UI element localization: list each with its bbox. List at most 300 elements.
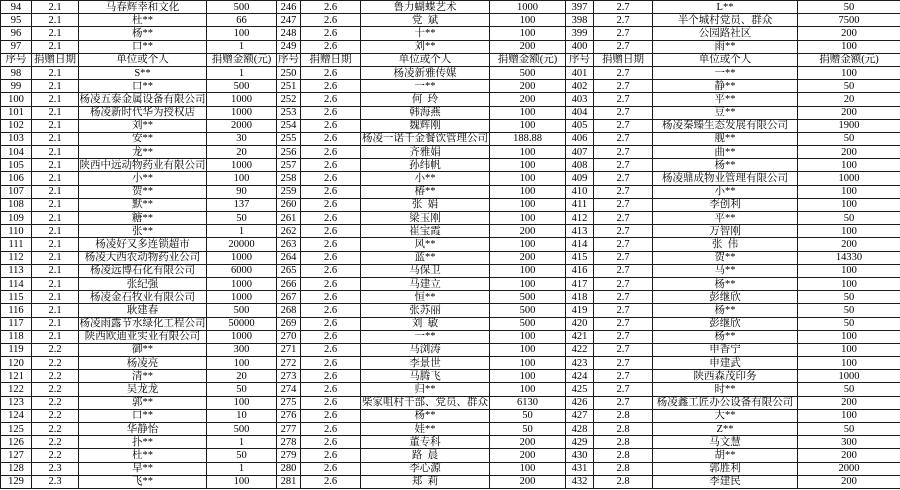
donation-date: 2.6 xyxy=(301,423,361,436)
record-number: 432 xyxy=(566,475,594,488)
donation-date: 2.1 xyxy=(32,146,79,159)
donation-amount: 50 xyxy=(798,212,900,225)
donation-amount: 500 xyxy=(207,423,277,436)
donation-amount: 1000 xyxy=(207,106,277,119)
donor-name: 李建民 xyxy=(653,475,798,488)
donation-amount: 50 xyxy=(798,383,900,396)
donor-name: 孙纬帆 xyxy=(361,159,490,172)
donation-amount: 500 xyxy=(207,80,277,93)
table-row xyxy=(1,132,900,145)
donation-date: 2.1 xyxy=(32,251,79,264)
donation-date: 2.7 xyxy=(594,251,653,264)
table-row xyxy=(1,251,900,264)
donation-date: 2.6 xyxy=(301,225,361,238)
record-number: 105 xyxy=(1,159,32,172)
donor-name: 小** xyxy=(79,172,207,185)
donation-amount: 500 xyxy=(207,1,277,14)
donation-amount: 100 xyxy=(798,159,900,172)
donation-amount: 10 xyxy=(207,409,277,422)
donation-date: 2.6 xyxy=(301,317,361,330)
donor-name: 陕西欧迪亚实业有限公司 xyxy=(79,330,207,343)
donation-date: 2.1 xyxy=(32,172,79,185)
donation-date: 2.1 xyxy=(32,304,79,317)
record-number: 264 xyxy=(277,251,301,264)
donor-name: 齐雅娟 xyxy=(361,146,490,159)
record-number: 407 xyxy=(566,146,594,159)
donor-name: 杨** xyxy=(361,409,490,422)
donation-date: 2.1 xyxy=(32,119,79,132)
table-row xyxy=(1,80,900,93)
donation-date: 2.7 xyxy=(594,93,653,106)
donation-amount: 100 xyxy=(490,238,566,251)
donor-name: 口** xyxy=(79,80,207,93)
record-number: 124 xyxy=(1,409,32,422)
donor-name: L** xyxy=(653,1,798,14)
table-row xyxy=(1,343,900,356)
donation-date: 2.6 xyxy=(301,40,361,53)
donor-name: 耿建春 xyxy=(79,304,207,317)
donor-name: 陕西中远动物药业有限公司 xyxy=(79,159,206,171)
record-number: 281 xyxy=(277,475,301,488)
record-number: 275 xyxy=(277,396,301,409)
donation-amount: 90 xyxy=(207,185,277,198)
donation-amount: 14330 xyxy=(798,251,900,264)
record-number: 427 xyxy=(566,409,594,422)
donor-name: 平** xyxy=(653,93,798,106)
header-record-number: 序号 xyxy=(566,53,594,66)
donation-date: 2.7 xyxy=(594,343,653,356)
donation-amount: 100 xyxy=(490,106,566,119)
donation-amount: 6000 xyxy=(207,264,277,277)
table-row xyxy=(1,185,900,198)
donation-amount: 1 xyxy=(207,66,277,79)
record-number: 112 xyxy=(1,251,32,264)
donation-amount: 20 xyxy=(207,370,277,383)
donor-name: 陕西森茂印务 xyxy=(653,370,798,383)
donor-name: 崔宝霞 xyxy=(361,225,490,238)
donation-date: 2.1 xyxy=(32,238,79,251)
header-donation-date: 捐赠日期 xyxy=(32,53,79,66)
record-number: 248 xyxy=(277,27,301,40)
table-row xyxy=(1,119,900,132)
table-row xyxy=(1,172,900,185)
donation-amount: 50000 xyxy=(207,317,277,330)
donor-name: 彭继欣 xyxy=(653,317,798,330)
donor-name: 杨凌亮 xyxy=(79,357,207,370)
record-number: 430 xyxy=(566,449,594,462)
record-number: 425 xyxy=(566,383,594,396)
table-row xyxy=(1,14,900,27)
donation-date: 2.8 xyxy=(594,423,653,436)
donor-name: 糖** xyxy=(79,212,207,225)
donation-date: 2.6 xyxy=(301,146,361,159)
donation-date: 2.2 xyxy=(32,436,79,449)
record-number: 116 xyxy=(1,304,32,317)
donation-amount: 100 xyxy=(490,462,566,475)
header-record-number: 序号 xyxy=(278,54,299,66)
donation-amount: 100 xyxy=(798,198,900,211)
record-number: 280 xyxy=(277,462,301,475)
donation-amount: 100 xyxy=(490,264,566,277)
donor-name: 扑** xyxy=(79,436,207,449)
record-number: 263 xyxy=(277,238,301,251)
donation-date: 2.6 xyxy=(301,80,361,93)
donation-date: 2.7 xyxy=(594,132,653,145)
donor-name: 娃** xyxy=(361,423,490,436)
donation-date: 2.6 xyxy=(301,93,361,106)
donor-name: S** xyxy=(79,66,207,79)
header-donation-amount: 捐赠金额(元) xyxy=(798,53,900,66)
donor-name: 党 斌 xyxy=(361,14,490,27)
record-number: 418 xyxy=(566,291,594,304)
donor-name: 口** xyxy=(79,409,207,422)
donor-name: 杨凌鼎成物业管理有限公司 xyxy=(653,172,798,185)
donation-date: 2.7 xyxy=(594,212,653,225)
donor-name: 默** xyxy=(79,198,207,211)
donation-date: 2.2 xyxy=(32,370,79,383)
donor-name: 杨** xyxy=(653,277,798,290)
record-number: 267 xyxy=(277,291,301,304)
header-donation-date: 捐赠日期 xyxy=(301,53,361,66)
donation-date: 2.7 xyxy=(594,146,653,159)
donor-name: 一** xyxy=(361,80,490,93)
donation-date: 2.1 xyxy=(32,198,79,211)
donor-name: 华静怡 xyxy=(79,423,207,436)
donation-amount: 100 xyxy=(490,185,566,198)
donor-name: 吴龙龙 xyxy=(79,383,207,396)
donor-name: 御** xyxy=(79,343,207,356)
donation-date: 2.3 xyxy=(32,462,79,475)
donation-date: 2.6 xyxy=(301,14,361,27)
donation-amount: 30 xyxy=(207,132,277,145)
donor-name: 杨凌一诺千金餐饮管理公司 xyxy=(362,133,488,145)
table-row xyxy=(1,291,900,304)
table-row xyxy=(1,106,900,119)
record-number: 397 xyxy=(566,1,594,14)
donor-name: 马文慧 xyxy=(653,436,798,449)
record-number: 428 xyxy=(566,423,594,436)
record-number: 120 xyxy=(1,357,32,370)
donation-amount: 100 xyxy=(490,159,566,172)
donation-amount: 200 xyxy=(490,436,566,449)
donation-amount: 100 xyxy=(207,172,277,185)
table-row xyxy=(1,436,900,449)
donation-amount: 50 xyxy=(207,383,277,396)
donor-name: 梁玉刚 xyxy=(361,212,490,225)
record-number: 409 xyxy=(566,172,594,185)
donor-name: 舰** xyxy=(653,132,798,145)
donation-date: 2.7 xyxy=(594,225,653,238)
donor-name: 杨凌大西农动物药业公司 xyxy=(79,251,207,264)
donor-name: 归** xyxy=(361,383,490,396)
donation-amount: 100 xyxy=(798,343,900,356)
donation-date: 2.6 xyxy=(301,343,361,356)
donation-date: 2.7 xyxy=(594,317,653,330)
donation-amount: 200 xyxy=(798,27,900,40)
donor-name: 杨** xyxy=(79,27,207,40)
donor-name: 静** xyxy=(653,80,798,93)
record-number: 265 xyxy=(277,264,301,277)
donor-name: 刘** xyxy=(79,119,207,132)
donor-name: 杨凌雨露节水绿化工程公司 xyxy=(79,318,206,330)
donation-amount: 200 xyxy=(798,475,900,488)
record-number: 104 xyxy=(1,146,32,159)
donor-name: 一** xyxy=(653,66,798,79)
donor-name: 彭继欣 xyxy=(653,291,798,304)
donor-name: 椿** xyxy=(361,185,490,198)
donation-amount: 100 xyxy=(490,383,566,396)
donation-date: 2.6 xyxy=(301,436,361,449)
record-number: 278 xyxy=(277,436,301,449)
donor-name: 杜** xyxy=(79,14,207,27)
donation-amount: 200 xyxy=(490,93,566,106)
table-row xyxy=(1,475,900,488)
donation-amount: 300 xyxy=(207,343,277,356)
donation-date: 2.7 xyxy=(594,27,653,40)
record-number: 98 xyxy=(1,66,32,79)
donation-amount: 7500 xyxy=(798,14,900,27)
donation-date: 2.6 xyxy=(301,462,361,475)
donor-name: 豆** xyxy=(653,106,798,119)
record-number: 127 xyxy=(1,449,32,462)
donation-amount: 50 xyxy=(207,449,277,462)
donor-name: 马保卫 xyxy=(361,264,490,277)
record-number: 260 xyxy=(277,198,301,211)
donation-amount: 100 xyxy=(490,27,566,40)
donor-name: 半个城村党员、群众 xyxy=(653,14,798,27)
donor-name: 恒** xyxy=(361,291,490,304)
record-number: 250 xyxy=(277,66,301,79)
donation-date: 2.1 xyxy=(32,14,79,27)
donation-amount: 200 xyxy=(490,449,566,462)
record-number: 429 xyxy=(566,436,594,449)
table-row xyxy=(1,146,900,159)
donation-amount: 200 xyxy=(798,396,900,409)
donation-date: 2.7 xyxy=(594,80,653,93)
donor-name: 杨** xyxy=(653,304,798,317)
donor-name: 马** xyxy=(653,264,798,277)
donation-amount: 500 xyxy=(490,66,566,79)
donation-amount: 200 xyxy=(798,106,900,119)
donation-amount: 1000 xyxy=(207,291,277,304)
donation-date: 2.6 xyxy=(301,396,361,409)
donation-amount: 20 xyxy=(798,93,900,106)
record-number: 94 xyxy=(1,1,32,14)
header-donation-date: 捐赠日期 xyxy=(594,53,653,66)
record-number: 419 xyxy=(566,304,594,317)
table-row xyxy=(1,370,900,383)
donation-date: 2.6 xyxy=(301,330,361,343)
donation-date: 2.6 xyxy=(301,238,361,251)
donation-date: 2.6 xyxy=(301,409,361,422)
record-number: 414 xyxy=(566,238,594,251)
donation-date: 2.6 xyxy=(301,159,361,172)
donation-date: 2.6 xyxy=(301,277,361,290)
donation-amount: 100 xyxy=(490,370,566,383)
donation-date: 2.6 xyxy=(301,264,361,277)
record-number: 266 xyxy=(277,277,301,290)
donation-amount: 200 xyxy=(490,80,566,93)
donation-date: 2.1 xyxy=(32,80,79,93)
donation-date: 2.1 xyxy=(32,291,79,304)
donor-name: 杨** xyxy=(653,330,798,343)
donation-amount: 1000 xyxy=(207,93,277,106)
donor-name: 张苏丽 xyxy=(361,304,490,317)
donation-amount: 100 xyxy=(798,330,900,343)
donor-name: 杨凌新雅传媒 xyxy=(361,66,490,79)
donor-name: 马春辉幸和文化 xyxy=(79,1,207,14)
donor-name: 鲁力蝴蝶艺术 xyxy=(361,1,490,14)
donor-name: 李景世 xyxy=(361,357,490,370)
donor-name: 时** xyxy=(653,383,798,396)
donation-date: 2.7 xyxy=(594,185,653,198)
donation-amount: 100 xyxy=(207,27,277,40)
donation-date: 2.8 xyxy=(594,409,653,422)
record-number: 399 xyxy=(566,27,594,40)
record-number: 402 xyxy=(566,80,594,93)
donation-amount: 137 xyxy=(207,198,277,211)
donor-name: 杨凌五泰金属设备有限公司 xyxy=(79,93,206,105)
donor-name: 何 玲 xyxy=(361,93,490,106)
donor-name: 杜** xyxy=(79,449,207,462)
donation-date: 2.7 xyxy=(594,159,653,172)
record-number: 253 xyxy=(277,106,301,119)
donor-name: 韩海燕 xyxy=(361,106,490,119)
donor-name: 大** xyxy=(653,409,798,422)
donation-amount: 188.88 xyxy=(490,132,566,145)
donation-date: 2.7 xyxy=(594,238,653,251)
donor-name: 张纪强 xyxy=(79,277,207,290)
table-row xyxy=(1,159,900,172)
donation-amount: 100 xyxy=(490,119,566,132)
record-number: 273 xyxy=(277,370,301,383)
donor-name: 贺** xyxy=(79,185,207,198)
donor-name: 十** xyxy=(361,27,490,40)
donation-date: 2.1 xyxy=(32,317,79,330)
donor-name: 申香宁 xyxy=(653,343,798,356)
record-number: 252 xyxy=(277,93,301,106)
donation-date: 2.6 xyxy=(301,66,361,79)
donor-name: 胡** xyxy=(653,449,798,462)
donor-name: Z** xyxy=(653,423,798,436)
record-number: 276 xyxy=(277,409,301,422)
donation-date: 2.6 xyxy=(301,198,361,211)
donation-date: 2.6 xyxy=(301,291,361,304)
donation-date: 2.8 xyxy=(594,449,653,462)
donation-date: 2.6 xyxy=(301,132,361,145)
header-donor-name: 单位或个人 xyxy=(361,53,490,66)
donation-amount: 100 xyxy=(798,264,900,277)
donation-date: 2.7 xyxy=(594,106,653,119)
donation-date: 2.6 xyxy=(301,185,361,198)
donation-date: 2.1 xyxy=(32,330,79,343)
donor-name: 公园路社区 xyxy=(653,27,798,40)
record-number: 99 xyxy=(1,80,32,93)
donor-name: 贺** xyxy=(653,251,798,264)
donor-name: 路 晨 xyxy=(361,449,490,462)
table-row xyxy=(1,27,900,40)
table-row xyxy=(1,1,900,14)
table-row xyxy=(1,396,900,409)
donation-amount: 500 xyxy=(490,317,566,330)
record-number: 118 xyxy=(1,330,32,343)
record-number: 97 xyxy=(1,40,32,53)
donation-amount: 50 xyxy=(207,212,277,225)
table-row xyxy=(1,383,900,396)
donor-name: 蓝** xyxy=(361,251,490,264)
record-number: 279 xyxy=(277,449,301,462)
header-donor-name: 单位或个人 xyxy=(653,53,798,66)
table-row xyxy=(1,330,900,343)
donation-date: 2.6 xyxy=(301,449,361,462)
donation-amount: 100 xyxy=(490,330,566,343)
record-number: 247 xyxy=(277,14,301,27)
record-number: 423 xyxy=(566,357,594,370)
donor-name: 刘** xyxy=(361,40,490,53)
record-number: 410 xyxy=(566,185,594,198)
donation-date: 2.2 xyxy=(32,383,79,396)
donation-date: 2.7 xyxy=(594,1,653,14)
donation-amount: 200 xyxy=(490,225,566,238)
donor-name: 一** xyxy=(361,330,490,343)
donor-name: 杨凌金石牧业有限公司 xyxy=(79,291,207,304)
donation-date: 2.1 xyxy=(32,40,79,53)
donation-amount: 100 xyxy=(798,357,900,370)
donation-amount: 1000 xyxy=(207,330,277,343)
record-number: 408 xyxy=(566,159,594,172)
donation-amount: 200 xyxy=(490,251,566,264)
record-number: 121 xyxy=(1,370,32,383)
donor-name: 万智刚 xyxy=(653,225,798,238)
donation-date: 2.1 xyxy=(32,225,79,238)
donation-date: 2.1 xyxy=(32,27,79,40)
record-number: 426 xyxy=(566,396,594,409)
record-number: 126 xyxy=(1,436,32,449)
donation-date: 2.6 xyxy=(301,212,361,225)
record-number: 400 xyxy=(566,40,594,53)
donor-name: 杨凌好又多连锁超市 xyxy=(79,238,207,251)
donor-name: 小** xyxy=(361,172,490,185)
donation-date: 2.7 xyxy=(594,14,653,27)
record-number: 421 xyxy=(566,330,594,343)
donation-amount: 50 xyxy=(798,317,900,330)
donor-name: 柴家咀村干部、党员、群众 xyxy=(362,397,488,409)
donation-date: 2.1 xyxy=(32,185,79,198)
donation-amount: 100 xyxy=(490,277,566,290)
donor-name: 董专科 xyxy=(361,436,490,449)
donor-name: 郭胜利 xyxy=(653,462,798,475)
record-number: 403 xyxy=(566,93,594,106)
donation-amount: 66 xyxy=(207,14,277,27)
donation-amount: 200 xyxy=(798,146,900,159)
donation-amount: 300 xyxy=(798,436,900,449)
table-row xyxy=(1,198,900,211)
donation-amount: 1 xyxy=(207,462,277,475)
table-row xyxy=(1,277,900,290)
donor-name: 刘 敏 xyxy=(361,317,490,330)
record-number: 96 xyxy=(1,27,32,40)
donation-amount: 1000 xyxy=(207,251,277,264)
donation-date: 2.7 xyxy=(594,383,653,396)
table-row xyxy=(1,423,900,436)
donor-name: 张** xyxy=(79,225,207,238)
record-number: 277 xyxy=(277,423,301,436)
donor-name: 张 伟 xyxy=(653,238,798,251)
donor-name: 雨** xyxy=(653,40,798,53)
donation-date: 2.1 xyxy=(32,132,79,145)
donation-amount: 100 xyxy=(798,66,900,79)
record-number: 249 xyxy=(277,40,301,53)
